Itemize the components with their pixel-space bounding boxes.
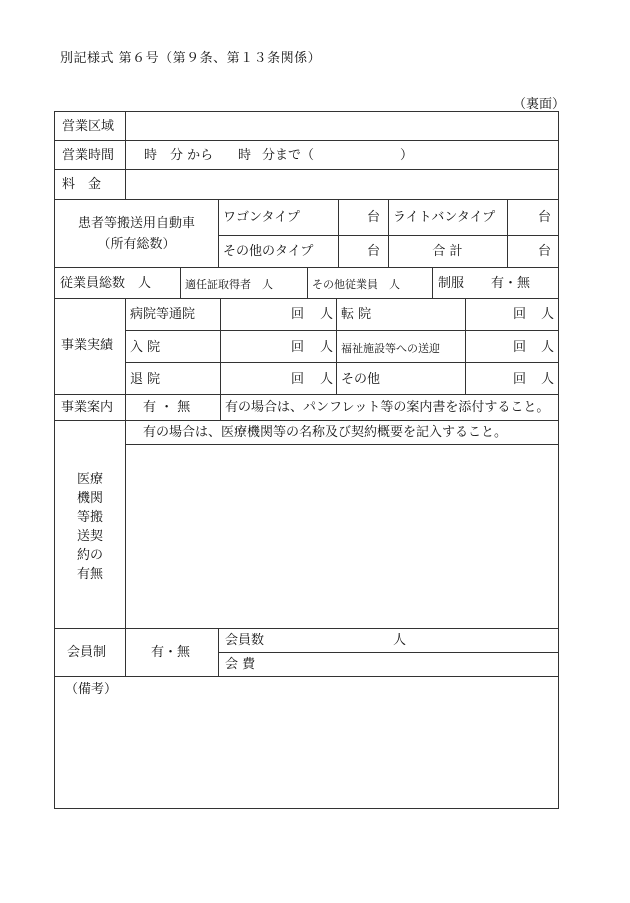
vehicle-label: 患者等搬送用自動車 [77,216,195,231]
member-count-label: 会員数 [225,633,265,648]
other-type-unit: 台 [367,244,381,259]
hospital-visit-nin: 人 [320,307,334,322]
application-form [54,111,559,809]
member-label: 会員制 [67,645,107,660]
row-divider [55,169,558,170]
vehicle-sub-label: （所有総数） [97,237,176,252]
row-divider [125,362,558,363]
welfare-label: 福祉施設等への送迎 [341,342,440,355]
other-staff: その他従業員 人 [312,278,400,291]
contract-label-2: 機関 [76,491,103,506]
form-title: 別記様式 第６号（第９条、第１３条関係） [60,51,322,66]
annai-note: 有の場合は、パンフレット等の案内書を添付すること。 [225,400,550,415]
lightvan-unit: 台 [538,210,552,225]
contract-label-3: 等搬 [76,510,103,525]
hours-fun-made: 分まで（ [262,148,315,163]
col-divider [432,267,433,298]
welfare-kai: 回 [513,340,527,355]
contract-label-6: 有無 [76,567,103,582]
discharge-nin: 人 [320,372,334,387]
hours-ji: 時 [144,148,158,163]
col-divider [507,199,508,267]
wagon-unit: 台 [367,210,381,225]
contract-label-4: 送契 [76,529,103,544]
welfare-nin: 人 [541,340,555,355]
admit-nin: 人 [320,340,334,355]
hospital-visit-kai: 回 [291,307,305,322]
col-divider [220,394,221,420]
hours-fun-kara: 分 から [170,148,214,163]
total-label: 合 計 [432,244,463,259]
row-divider [55,394,558,395]
other-nin: 人 [541,372,555,387]
row-divider [55,676,558,677]
col-divider [218,628,219,676]
staff-total: 従業員総数 人 [60,276,152,291]
row-divider [55,199,558,200]
col-divider [465,298,466,394]
admit-kai: 回 [291,340,305,355]
member-yes-no: 有・無 [151,645,191,660]
contract-label-5: 約の [76,548,103,563]
member-count-unit: 人 [393,633,407,648]
uniform-yes-no: 有・無 [491,276,531,291]
jigyo-label: 事業実績 [61,338,114,353]
qualified-staff: 適任証取得者 人 [185,278,273,291]
transfer-nin: 人 [541,307,555,322]
discharge-label: 退 院 [130,372,161,387]
wagon-label: ワゴンタイプ [223,210,300,225]
row-divider [55,140,558,141]
discharge-kai: 回 [291,372,305,387]
row-divider [125,444,558,445]
col-divider [220,298,221,394]
hours-ji-2: 時 [238,148,252,163]
transfer-label: 転 院 [341,307,372,322]
lightvan-label: ライトバンタイプ [393,210,496,225]
total-unit: 台 [538,244,552,259]
page-side-label: （裏面） [512,97,565,112]
col-divider [125,112,126,199]
col-divider [338,199,339,267]
transfer-kai: 回 [513,307,527,322]
annai-yes-no: 有 ・ 無 [143,400,191,415]
col-divider [307,267,308,298]
col-divider [218,199,219,267]
hours-close: ） [400,148,414,163]
col-divider [125,298,126,676]
annai-label: 事業案内 [61,400,114,415]
other-kai: 回 [513,372,527,387]
member-fee-label: 会 費 [225,657,256,672]
hospital-visit-label: 病院等通院 [130,307,196,322]
area-label: 営業区域 [62,119,115,134]
col-divider [336,298,337,394]
row-divider [55,298,558,299]
col-divider [180,267,181,298]
fee-label: 料 金 [62,177,102,192]
row-divider [218,652,558,653]
row-divider [125,330,558,331]
row-divider [55,628,558,629]
contract-label-1: 医療 [76,472,103,487]
row-divider [55,420,558,421]
other-type-label: その他のタイプ [223,244,314,259]
uniform-label: 制服 [438,276,465,291]
contract-note: 有の場合は、医療機関等の名称及び契約概要を記入すること。 [143,425,508,440]
admit-label: 入 院 [130,340,161,355]
other-label: その他 [341,372,381,387]
remarks-label: （備考） [65,682,118,697]
hours-label: 営業時間 [62,148,115,163]
